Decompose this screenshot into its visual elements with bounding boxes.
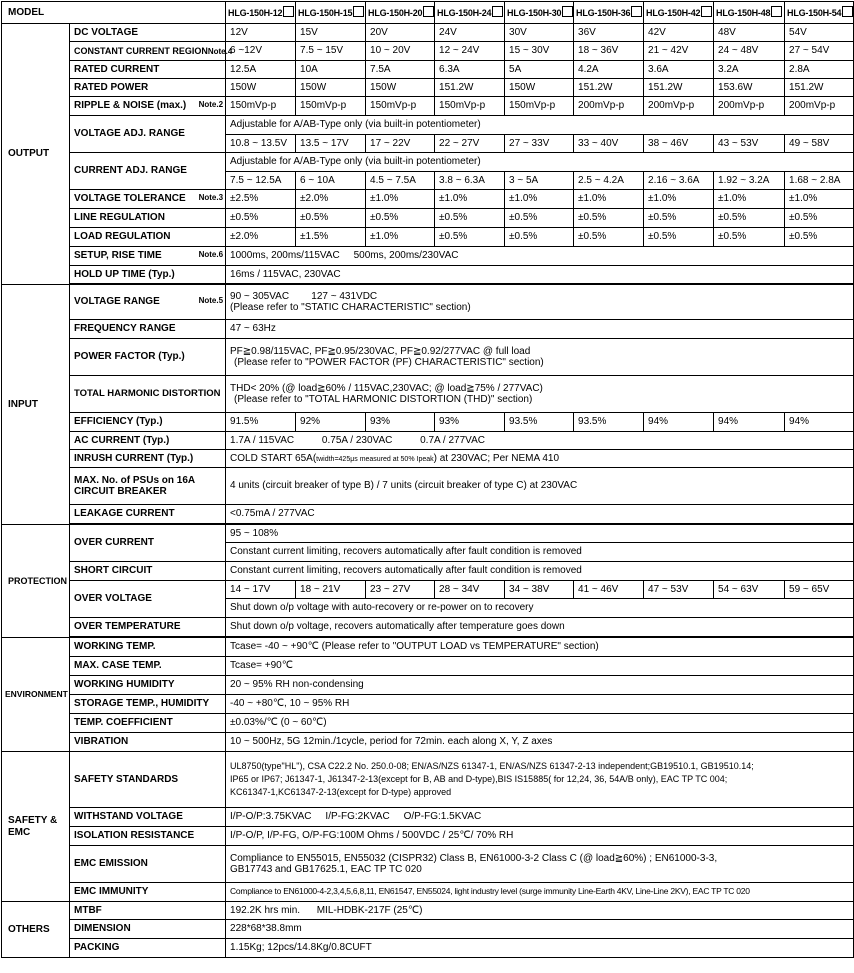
load-regulation-value: ±2.0% xyxy=(226,228,296,247)
working-temp-value: Tcase= -40 ~ +90℃ (Please refer to "OUTPUT LOAD vs TEMPERATURE" section) xyxy=(226,638,854,657)
checkbox-icon xyxy=(353,6,364,17)
dc-voltage-value: 48V xyxy=(714,24,785,42)
over-current-text: Constant current limiting, recovers automatically after fault condition is removed xyxy=(226,543,854,562)
ac-current-value: 1.7A / 115VAC 0.75A / 230VAC 0.7A / 277VAC xyxy=(226,432,854,450)
emc-immunity-label: EMC IMMUNITY xyxy=(70,883,226,902)
voltage-tolerance-value: ±2.0% xyxy=(296,190,366,209)
rated-power-value: 150W xyxy=(366,79,435,97)
model-name: HLG-150H-24 xyxy=(435,2,505,24)
efficiency-value: 91.5% xyxy=(226,413,296,432)
voltage-tolerance-value: ±1.0% xyxy=(366,190,435,209)
rated-power-value: 150W xyxy=(226,79,296,97)
short-circuit-label: SHORT CIRCUIT xyxy=(70,562,226,581)
voltage-adj-value: 17 ~ 22V xyxy=(366,135,435,153)
current-adj-value: 3.8 ~ 6.3A xyxy=(435,172,505,190)
category-input: INPUT xyxy=(2,285,70,525)
current-adj-value: 1.92 ~ 3.2A xyxy=(714,172,785,190)
ripple-value: 200mVp-p xyxy=(644,97,714,116)
over-current-label: OVER CURRENT xyxy=(70,525,226,562)
rated-power-value: 153.6W xyxy=(714,79,785,97)
isolation-resistance-label: ISOLATION RESISTANCE xyxy=(70,827,226,846)
cc-region-label: CONSTANT CURRENT REGIONNote.4 xyxy=(70,42,226,61)
checkbox-icon xyxy=(842,6,853,17)
checkbox-icon xyxy=(562,6,573,17)
mtbf-value: 192.2K hrs min. MIL-HDBK-217F (25℃) xyxy=(226,902,854,920)
isolation-resistance-value: I/P-O/P, I/P-FG, O/P-FG:100M Ohms / 500VDC / 25℃/ 70% RH xyxy=(226,827,854,846)
dc-voltage-value: 54V xyxy=(785,24,854,42)
over-voltage-label: OVER VOLTAGE xyxy=(70,581,226,618)
load-regulation-value: ±0.5% xyxy=(574,228,644,247)
line-regulation-value: ±0.5% xyxy=(505,209,574,228)
category-safety-emc: SAFETY & EMC xyxy=(2,752,70,902)
rated-current-value: 10A xyxy=(296,61,366,79)
ripple-value: 200mVp-p xyxy=(785,97,854,116)
inrush-current-label: INRUSH CURRENT (Typ.) xyxy=(70,450,226,468)
working-temp-label: WORKING TEMP. xyxy=(70,638,226,657)
efficiency-value: 94% xyxy=(785,413,854,432)
load-regulation-value: ±0.5% xyxy=(714,228,785,247)
line-regulation-value: ±0.5% xyxy=(296,209,366,228)
voltage-adj-value: 43 ~ 53V xyxy=(714,135,785,153)
cc-region-value: 18 ~ 36V xyxy=(574,42,644,61)
current-adj-value: 2.5 ~ 4.2A xyxy=(574,172,644,190)
rated-current-value: 7.5A xyxy=(366,61,435,79)
emc-immunity-value: Compliance to EN61000-4-2,3,4,5,6,8,11, EN61547, EN55024, light industry level (surge immunity Line-Earth 4KV, Line-Line 2KV), EAC TP TC 020 xyxy=(226,883,854,902)
voltage-adj-text: Adjustable for A/AB-Type only (via built-in potentiometer) xyxy=(226,116,854,135)
setup-rise-value: 1000ms, 200ms/115VAC 500ms, 200ms/230VAC xyxy=(226,247,854,266)
rated-power-value: 150W xyxy=(296,79,366,97)
voltage-adj-value: 49 ~ 58V xyxy=(785,135,854,153)
model-name: HLG-150H-15 xyxy=(296,2,366,24)
current-adj-value: 3 ~ 5A xyxy=(505,172,574,190)
vibration-label: VIBRATION xyxy=(70,733,226,752)
rated-current-value: 4.2A xyxy=(574,61,644,79)
rated-power-value: 151.2W xyxy=(574,79,644,97)
voltage-adj-value: 13.5 ~ 17V xyxy=(296,135,366,153)
withstand-voltage-value: I/P-O/P:3.75KVAC I/P-FG:2KVAC O/P-FG:1.5KVAC xyxy=(226,808,854,827)
line-regulation-value: ±0.5% xyxy=(574,209,644,228)
voltage-tolerance-value: ±1.0% xyxy=(644,190,714,209)
model-name: HLG-150H-30 xyxy=(505,2,574,24)
ripple-value: 150mVp-p xyxy=(435,97,505,116)
dc-voltage-value: 42V xyxy=(644,24,714,42)
dc-voltage-value: 24V xyxy=(435,24,505,42)
line-regulation-value: ±0.5% xyxy=(435,209,505,228)
voltage-tolerance-label: VOLTAGE TOLERANCE Note.3 xyxy=(70,190,226,209)
efficiency-value: 92% xyxy=(296,413,366,432)
model-label: MODEL xyxy=(2,2,226,24)
voltage-tolerance-value: ±1.0% xyxy=(574,190,644,209)
frequency-range-label: FREQUENCY RANGE xyxy=(70,320,226,339)
cc-region-value: 6 ~12V xyxy=(226,42,296,61)
leakage-current-label: LEAKAGE CURRENT xyxy=(70,505,226,524)
checkbox-icon xyxy=(771,6,782,17)
voltage-adj-value: 22 ~ 27V xyxy=(435,135,505,153)
input-voltage-range-label: VOLTAGE RANGE Note.5 xyxy=(70,285,226,320)
input-voltage-range-value: 90 ~ 305VAC 127 ~ 431VDC (Please refer to "STATIC CHARACTERISTIC" section) xyxy=(226,285,854,320)
efficiency-value: 93% xyxy=(366,413,435,432)
thd-label: TOTAL HARMONIC DISTORTION xyxy=(70,376,226,413)
current-adj-text: Adjustable for A/AB-Type only (via built-in potentiometer) xyxy=(226,153,854,172)
model-row xyxy=(2,2,854,24)
model-name: HLG-150H-36 xyxy=(574,2,644,24)
over-voltage-value: 14 ~ 17V xyxy=(226,581,296,599)
load-regulation-value: ±1.0% xyxy=(366,228,435,247)
ripple-value: 150mVp-p xyxy=(226,97,296,116)
max-psu-value: 4 units (circuit breaker of type B) / 7 units (circuit breaker of type C) at 230VAC xyxy=(226,468,854,505)
voltage-adj-value: 33 ~ 40V xyxy=(574,135,644,153)
temp-coefficient-label: TEMP. COEFFICIENT xyxy=(70,714,226,733)
dc-voltage-value: 20V xyxy=(366,24,435,42)
storage-temp-label: STORAGE TEMP., HUMIDITY xyxy=(70,695,226,714)
max-psu-label: MAX. No. of PSUs on 16A CIRCUIT BREAKER xyxy=(70,468,226,505)
efficiency-value: 93.5% xyxy=(505,413,574,432)
safety-standards-value: UL8750(type"HL"), CSA C22.2 No. 250.0-08; EN/AS/NZS 61347-1, EN/AS/NZS 61347-2-13 independent;GB19510.1, GB19510.14; IP65 or IP67; J61347-1, J61347-2-13(except for B, AB and D-type),BIS IS15885( for 12,24, 36, 54A/B only), EAC TP TC 004; KC61347-1,KC61347-2-13(except for D-type) approved xyxy=(226,752,854,808)
line-regulation-value: ±0.5% xyxy=(644,209,714,228)
line-regulation-value: ±0.5% xyxy=(226,209,296,228)
line-regulation-value: ±0.5% xyxy=(366,209,435,228)
cc-region-value: 7.5 ~ 15V xyxy=(296,42,366,61)
withstand-voltage-label: WITHSTAND VOLTAGE xyxy=(70,808,226,827)
line-regulation-value: ±0.5% xyxy=(785,209,854,228)
inrush-current-value: COLD START 65A(twidth=425μs measured at 50% Ipeak) at 230VAC; Per NEMA 410 xyxy=(226,450,854,468)
efficiency-value: 94% xyxy=(644,413,714,432)
power-factor-value: PF≧0.98/115VAC, PF≧0.95/230VAC, PF≧0.92/277VAC @ full load (Please refer to "POWER FACTOR (PF) CHARACTERISTIC" section) xyxy=(226,339,854,376)
dc-voltage-value: 30V xyxy=(505,24,574,42)
load-regulation-value: ±0.5% xyxy=(785,228,854,247)
cc-region-value: 10 ~ 20V xyxy=(366,42,435,61)
rated-current-value: 5A xyxy=(505,61,574,79)
voltage-tolerance-value: ±1.0% xyxy=(785,190,854,209)
dc-voltage-value: 36V xyxy=(574,24,644,42)
load-regulation-value: ±0.5% xyxy=(435,228,505,247)
cc-region-value: 24 ~ 48V xyxy=(714,42,785,61)
line-regulation-value: ±0.5% xyxy=(714,209,785,228)
current-adj-value: 4.5 ~ 7.5A xyxy=(366,172,435,190)
rated-power-value: 150W xyxy=(505,79,574,97)
ripple-value: 150mVp-p xyxy=(296,97,366,116)
cc-region-value: 15 ~ 30V xyxy=(505,42,574,61)
rated-power-label: RATED POWER xyxy=(70,79,226,97)
setup-rise-label: SETUP, RISE TIME Note.6 xyxy=(70,247,226,266)
efficiency-label: EFFICIENCY (Typ.) xyxy=(70,413,226,432)
checkbox-icon xyxy=(283,6,294,17)
load-regulation-value: ±1.5% xyxy=(296,228,366,247)
over-voltage-value: 54 ~ 63V xyxy=(714,581,785,599)
over-voltage-value: 59 ~ 65V xyxy=(785,581,854,599)
efficiency-value: 93% xyxy=(435,413,505,432)
rated-current-value: 3.6A xyxy=(644,61,714,79)
rated-current-value: 3.2A xyxy=(714,61,785,79)
checkbox-icon xyxy=(701,6,712,17)
model-name: HLG-150H-12 xyxy=(226,2,296,24)
model-name: HLG-150H-48 xyxy=(714,2,785,24)
over-temperature-label: OVER TEMPERATURE xyxy=(70,618,226,637)
dc-voltage-value: 15V xyxy=(296,24,366,42)
cc-region-value: 27 ~ 54V xyxy=(785,42,854,61)
voltage-adj-label: VOLTAGE ADJ. RANGE xyxy=(70,116,226,153)
checkbox-icon xyxy=(492,6,503,17)
rated-power-value: 151.2W xyxy=(644,79,714,97)
category-protection: PROTECTION xyxy=(2,525,70,638)
over-voltage-value: 18 ~ 21V xyxy=(296,581,366,599)
ripple-value: 200mVp-p xyxy=(714,97,785,116)
current-adj-value: 2.16 ~ 3.6A xyxy=(644,172,714,190)
packing-value: 1.15Kg; 12pcs/14.8Kg/0.8CUFT xyxy=(226,939,854,958)
line-regulation-label: LINE REGULATION xyxy=(70,209,226,228)
rated-power-value: 151.2W xyxy=(435,79,505,97)
over-voltage-value: 47 ~ 53V xyxy=(644,581,714,599)
dc-voltage-label: DC VOLTAGE xyxy=(70,24,226,42)
working-humidity-label: WORKING HUMIDITY xyxy=(70,676,226,695)
safety-standards-label: SAFETY STANDARDS xyxy=(70,752,226,808)
voltage-tolerance-value: ±1.0% xyxy=(505,190,574,209)
ripple-label: RIPPLE & NOISE (max.) Note.2 xyxy=(70,97,226,116)
emc-emission-value: Compliance to EN55015, EN55032 (CISPR32) Class B, EN61000-3-2 Class C (@ load≧60%) ; EN61000-3-3, GB17743 and GB17625.1, EAC TP TC 020 xyxy=(226,846,854,883)
rated-power-value: 151.2W xyxy=(785,79,854,97)
frequency-range-value: 47 ~ 63Hz xyxy=(226,320,854,339)
category-environment: ENVIRONMENT xyxy=(2,638,70,752)
current-adj-label: CURRENT ADJ. RANGE xyxy=(70,153,226,190)
over-voltage-value: 41 ~ 46V xyxy=(574,581,644,599)
temp-coefficient-value: ±0.03%/℃ (0 ~ 60℃) xyxy=(226,714,854,733)
leakage-current-value: <0.75mA / 277VAC xyxy=(226,505,854,524)
over-voltage-value: 34 ~ 38V xyxy=(505,581,574,599)
voltage-adj-value: 38 ~ 46V xyxy=(644,135,714,153)
voltage-adj-value: 27 ~ 33V xyxy=(505,135,574,153)
checkbox-icon xyxy=(423,6,434,17)
voltage-adj-value: 10.8 ~ 13.5V xyxy=(226,135,296,153)
emc-emission-label: EMC EMISSION xyxy=(70,846,226,883)
thd-value: THD< 20% (@ load≧60% / 115VAC,230VAC; @ load≧75% / 277VAC) (Please refer to "TOTAL HARMONIC DISTORTION (THD)" section) xyxy=(226,376,854,413)
voltage-tolerance-value: ±1.0% xyxy=(435,190,505,209)
efficiency-value: 93.5% xyxy=(574,413,644,432)
cc-region-value: 21 ~ 42V xyxy=(644,42,714,61)
model-name: HLG-150H-20 xyxy=(366,2,435,24)
mtbf-label: MTBF xyxy=(70,902,226,920)
storage-temp-value: -40 ~ +80℃, 10 ~ 95% RH xyxy=(226,695,854,714)
dc-voltage-value: 12V xyxy=(226,24,296,42)
max-case-temp-value: Tcase= +90℃ xyxy=(226,657,854,676)
voltage-tolerance-value: ±2.5% xyxy=(226,190,296,209)
rated-current-value: 2.8A xyxy=(785,61,854,79)
ripple-value: 150mVp-p xyxy=(505,97,574,116)
ripple-value: 200mVp-p xyxy=(574,97,644,116)
working-humidity-value: 20 ~ 95% RH non-condensing xyxy=(226,676,854,695)
short-circuit-value: Constant current limiting, recovers automatically after fault condition is removed xyxy=(226,562,854,581)
cc-region-value: 12 ~ 24V xyxy=(435,42,505,61)
packing-label: PACKING xyxy=(70,939,226,958)
ac-current-label: AC CURRENT (Typ.) xyxy=(70,432,226,450)
rated-current-label: RATED CURRENT xyxy=(70,61,226,79)
checkbox-icon xyxy=(631,6,642,17)
over-voltage-value: 23 ~ 27V xyxy=(366,581,435,599)
category-output: OUTPUT xyxy=(2,24,70,285)
category-others: OTHERS xyxy=(2,902,70,958)
over-current-range: 95 ~ 108% xyxy=(226,525,854,543)
rated-current-value: 12.5A xyxy=(226,61,296,79)
model-name: HLG-150H-54 xyxy=(785,2,854,24)
over-voltage-text: Shut down o/p voltage with auto-recovery or re-power on to recovery xyxy=(226,599,854,618)
model-name: HLG-150H-42 xyxy=(644,2,714,24)
dimension-label: DIMENSION xyxy=(70,920,226,939)
hold-up-label: HOLD UP TIME (Typ.) xyxy=(70,266,226,284)
dimension-value: 228*68*38.8mm xyxy=(226,920,854,939)
hold-up-value: 16ms / 115VAC, 230VAC xyxy=(226,266,854,284)
load-regulation-value: ±0.5% xyxy=(505,228,574,247)
current-adj-value: 7.5 ~ 12.5A xyxy=(226,172,296,190)
ripple-value: 150mVp-p xyxy=(366,97,435,116)
current-adj-value: 6 ~ 10A xyxy=(296,172,366,190)
voltage-tolerance-value: ±1.0% xyxy=(714,190,785,209)
load-regulation-value: ±0.5% xyxy=(644,228,714,247)
load-regulation-label: LOAD REGULATION xyxy=(70,228,226,247)
over-temperature-value: Shut down o/p voltage, recovers automatically after temperature goes down xyxy=(226,618,854,637)
max-case-temp-label: MAX. CASE TEMP. xyxy=(70,657,226,676)
over-voltage-value: 28 ~ 34V xyxy=(435,581,505,599)
efficiency-value: 94% xyxy=(714,413,785,432)
power-factor-label: POWER FACTOR (Typ.) xyxy=(70,339,226,376)
vibration-value: 10 ~ 500Hz, 5G 12min./1cycle, period for 72min. each along X, Y, Z axes xyxy=(226,733,854,752)
spec-table xyxy=(1,1,854,958)
rated-current-value: 6.3A xyxy=(435,61,505,79)
current-adj-value: 1.68 ~ 2.8A xyxy=(785,172,854,190)
